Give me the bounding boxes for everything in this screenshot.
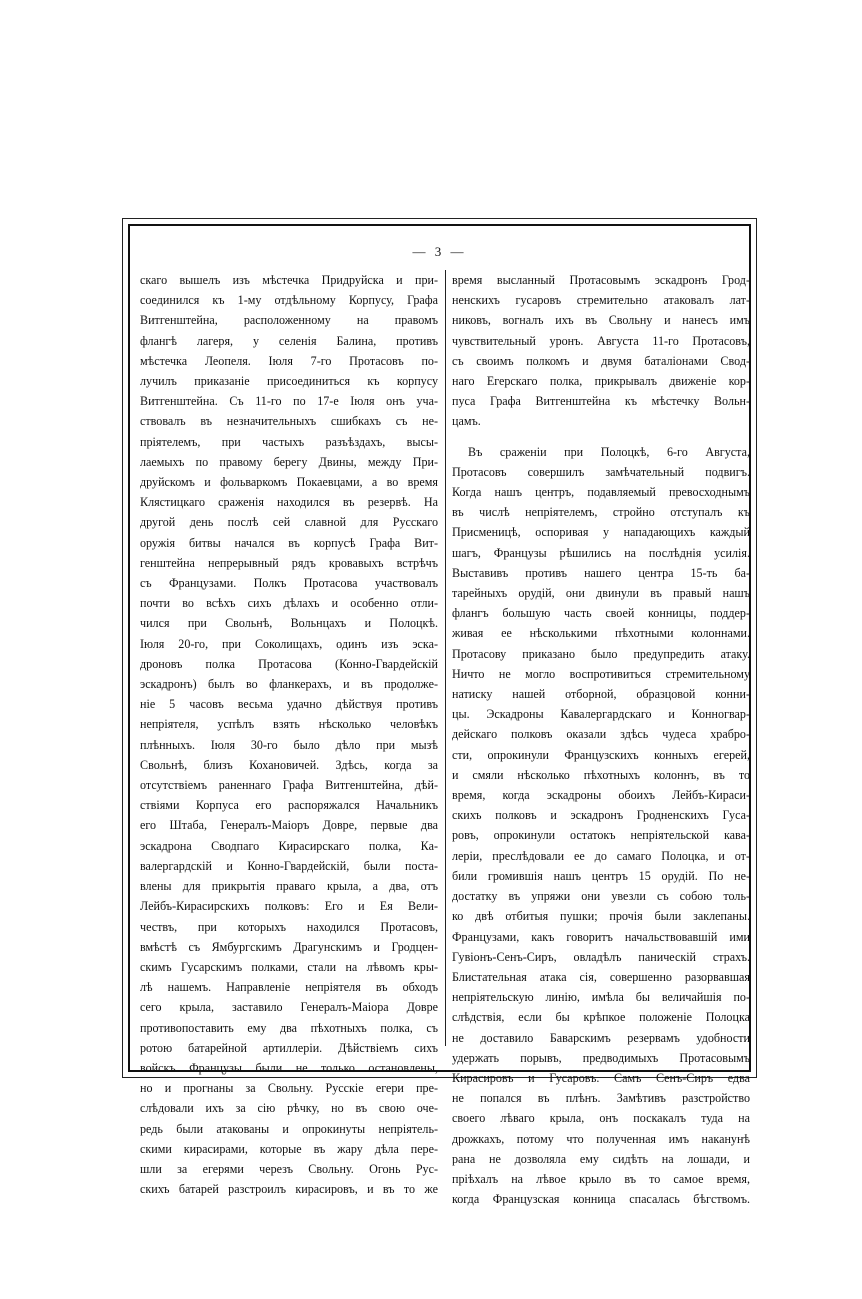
text-line: въ числѣ непріятелемъ, стройно отступалъ къ [452, 505, 750, 520]
text-line: лучилъ приказаніе присоединиться къ корпусу [140, 374, 438, 389]
text-line: Присменицѣ, оспоривая у нападающихъ каждый [452, 525, 750, 540]
text-line: почти во всѣхъ сихъ дѣлахъ и особенно отли- [140, 596, 438, 611]
text-line: непріятеля, успѣлъ взять нѣсколько человѣкъ [140, 717, 438, 732]
text-line: живая ее нѣсколькими пѣхотными колоннами. [452, 626, 750, 641]
text-line: не попался въ плѣнъ. Замѣтивъ разстройство [452, 1091, 750, 1106]
text-line: слѣдствія, если бы крѣпкое положеніе Полоцка [452, 1010, 750, 1025]
text-line: мѣстечка Леопеля. Іюля 7-го Протасовъ по- [140, 353, 438, 368]
text-line: ствовалъ въ незначительныхъ сшибкахъ съ не- [140, 414, 438, 429]
text-line: плѣнныхъ. Іюля 30-го было дѣло при мызѣ [140, 737, 438, 752]
text-line: чился при Свольнѣ, Вольнцахъ и Полоцкѣ. [140, 616, 438, 631]
text-line: никовъ, вогналъ ихъ въ Свольну и нанесъ имъ [452, 313, 750, 328]
text-line: леріи, преслѣдовали ее до самаго Полоцка, и от- [452, 848, 750, 863]
paragraph [452, 270, 750, 432]
text-line: не доставило Баварскимъ резервамъ удобности [452, 1030, 750, 1045]
text-line: Выставивъ противъ нашего центра 15-ть ба- [452, 565, 750, 580]
paragraph-gap [452, 432, 750, 442]
text-line: били громившія нашъ центръ 15 орудій. По не- [452, 868, 750, 883]
text-line: сего крыла, заставило Генералъ-Маіора Довре [140, 1000, 438, 1015]
text-column-left [140, 270, 438, 1199]
text-line: съ Французами. Полкъ Протасова участвовалъ [140, 576, 438, 591]
text-line: Когда нашъ центръ, подавляемый превосходнымъ [452, 485, 750, 500]
text-line: Клястицкаго сраженія находился въ резервѣ. На [140, 495, 438, 510]
text-line: ровъ, опрокинули остатокъ непріятельской кава- [452, 828, 750, 843]
text-line: наго Егерскаго полка, прикрывалъ движеніе кор- [452, 374, 750, 389]
text-line: шагъ, Французы рѣшились на послѣднія усилія. [452, 545, 750, 560]
text-line: достатку въ упряжи они увезли съ собою толь- [452, 889, 750, 904]
text-line: пріятелемъ, при частыхъ разъѣздахъ, высы- [140, 434, 438, 449]
text-line: редь были атакованы и опрокинуты непріятель- [140, 1121, 438, 1136]
text-line: чувствительный уронъ. Августа 11-го Протасовъ, [452, 333, 750, 348]
text-line: эскадрона Сводпаго Кирасирскаго полка, Ка- [140, 838, 438, 853]
text-line: войскъ Французы были не только остановлены, [140, 1060, 438, 1075]
text-line: рана не дозволяла ему сидѣть на лошади, и [452, 1151, 750, 1166]
text-line: дрожкахъ, потому что полученная имъ наканунѣ [452, 1131, 750, 1146]
text-line: чествъ, при которыхъ находился Протасовъ, [140, 919, 438, 934]
text-line: удержать порывъ, предводимыхъ Протасовымъ [452, 1050, 750, 1065]
text-line: Іюля 20-го, при Соколищахъ, одинъ изъ эска- [140, 636, 438, 651]
text-line: непріятельскую линію, имѣла бы величайшія по- [452, 990, 750, 1005]
text-line: валергардскій и Конно-Гвардейскій, были поста- [140, 858, 438, 873]
paragraph [452, 442, 750, 1210]
text-line: генштейна непрерывный рядъ кровавыхъ встрѣчъ [140, 555, 438, 570]
text-line: когда Французская конница спасалась бѣгствомъ. [452, 1192, 750, 1207]
page-number: — 3 — [412, 244, 467, 259]
text-line: съ своимъ полкомъ и двумя баталіонами Свод- [452, 353, 750, 368]
text-line: скихъ полковъ и эскадронъ Гродненскихъ Гуса- [452, 808, 750, 823]
text-line: Свольнѣ, близъ Кохановичей. Здѣсь, когда за [140, 757, 438, 772]
text-line: скихъ батарей разстроилъ кирасировъ, и въ то же [140, 1182, 438, 1197]
text-line: Кирасировъ и Гусаровъ. Самъ Сенъ-Сиръ едва [452, 1070, 750, 1085]
text-line: Витгенштейна. Съ 11-го по 17-е Іюля онъ уча- [140, 394, 438, 409]
text-line: скаго вышелъ изъ мѣстечка Придруйска и при- [140, 273, 438, 287]
text-line: но и прогнаны за Свольну. Русскіе егери пре- [140, 1081, 438, 1096]
text-line: дроновъ полка Протасова (Конно-Гвардейскій [140, 656, 438, 671]
text-line: влены для прикрытія праваго крыла, а два, отъ [140, 879, 438, 894]
text-line: противопоставить ему два пѣхотныхъ полка, съ [140, 1020, 438, 1035]
text-line: ствіями Корпуса его распоряжался Начальникъ [140, 798, 438, 813]
text-line: флангъ большую часть своей конницы, поддер- [452, 606, 750, 621]
text-line: эскадронъ) былъ во фланкерахъ, и въ продолже- [140, 677, 438, 692]
text-line: Гувіонъ-Сенъ-Сиръ, овладѣлъ паническій страхъ. [452, 949, 750, 964]
text-line: лаемыхъ по правому берегу Двины, между При- [140, 454, 438, 469]
text-line: шли за егерями черезъ Свольну. Огонь Рус- [140, 1161, 438, 1176]
text-line: флангѣ лагеря, у селенія Балина, противъ [140, 333, 438, 348]
text-line: пуса Графа Витгенштейна къ мѣстечку Вольн- [452, 394, 750, 409]
text-line: соединился къ 1-му отдѣльному Корпусу, Графа [140, 293, 438, 308]
text-line: ненскихъ гусаровъ стремительно атаковалъ лат- [452, 293, 750, 308]
text-line: пріѣхалъ на лѣвое крыло въ то самое время, [452, 1171, 750, 1186]
text-line: Витгенштейна, расположенному на правомъ [140, 313, 438, 328]
text-line: отсутствіемъ раненнаго Графа Витгенштейна, дѣй- [140, 778, 438, 793]
text-line: его Штаба, Генералъ-Маіоръ Довре, первые два [140, 818, 438, 833]
text-line: время, когда эскадроны обоихъ Лейбъ-Кираси- [452, 788, 750, 803]
text-line: скимъ Гусарскимъ полками, стали на лѣвомъ кры- [140, 959, 438, 974]
text-line: вмѣстѣ съ Ямбургскимъ Драгунскимъ и Гродцен- [140, 939, 438, 954]
text-line: цамъ. [452, 414, 481, 429]
column-divider [445, 270, 446, 1046]
text-line: другой день послѣ сей славной для Русскаго [140, 515, 438, 530]
text-line: ротою батарейной артиллеріи. Дѣйствіемъ сихъ [140, 1040, 438, 1055]
text-line: слѣдовали ихъ за сію рѣчку, но въ свою оче- [140, 1101, 438, 1116]
text-line: сти, опрокинули Французскихъ конныхъ егерей, [452, 747, 750, 762]
text-line: скими кирасирами, которые въ жару дѣла пере- [140, 1141, 438, 1156]
text-line: натиску нашей отборной, образцовой конни- [452, 687, 750, 702]
text-line: время высланный Протасовымъ эскадронъ Грод- [452, 273, 750, 287]
text-line: тарейныхъ орудій, они двинули въ правый нашъ [452, 586, 750, 601]
text-line: Ничто не могло воспротивиться стремительному [452, 666, 750, 681]
text-line: Блистательная атака сія, совершенно разорвавшая [452, 969, 750, 984]
text-line: Протасовъ совершилъ замѣчательный подвигъ. [452, 464, 750, 479]
text-line: оружія битвы начался въ корпусѣ Графа Вит- [140, 535, 438, 550]
text-line: Въ сраженіи при Полоцкѣ, 6-го Августа, [468, 444, 750, 459]
text-line: друйскомъ и фольваркомъ Покаевцами, а во время [140, 475, 438, 490]
text-line: Протасову приказано было предупредить атаку. [452, 646, 750, 661]
text-line: ко двѣ отбитыя пушки; прочія были заклепаны. [452, 909, 750, 924]
text-line: своего лѣваго крыла, онъ поскакалъ туда на [452, 1111, 750, 1126]
text-line: дейскаго полковъ оказали здѣсь чудеса храбро- [452, 727, 750, 742]
text-column-right [452, 270, 750, 1209]
text-line: и смяли нѣсколько пѣхотныхъ колоннъ, въ то [452, 767, 750, 782]
text-line: лѣ нашемъ. Направленіе непріятеля въ обходъ [140, 980, 438, 995]
text-line: Французами, какъ говоритъ начальствовавшій ими [452, 929, 750, 944]
text-line: Лейбъ-Кирасирскихъ полковъ: Его и Ея Вели- [140, 899, 438, 914]
text-line: ніе 5 часовъ весьма удачно дѣйствуя противъ [140, 697, 438, 712]
text-line: цы. Эскадроны Кавалергардскаго и Конногвар- [452, 707, 750, 722]
